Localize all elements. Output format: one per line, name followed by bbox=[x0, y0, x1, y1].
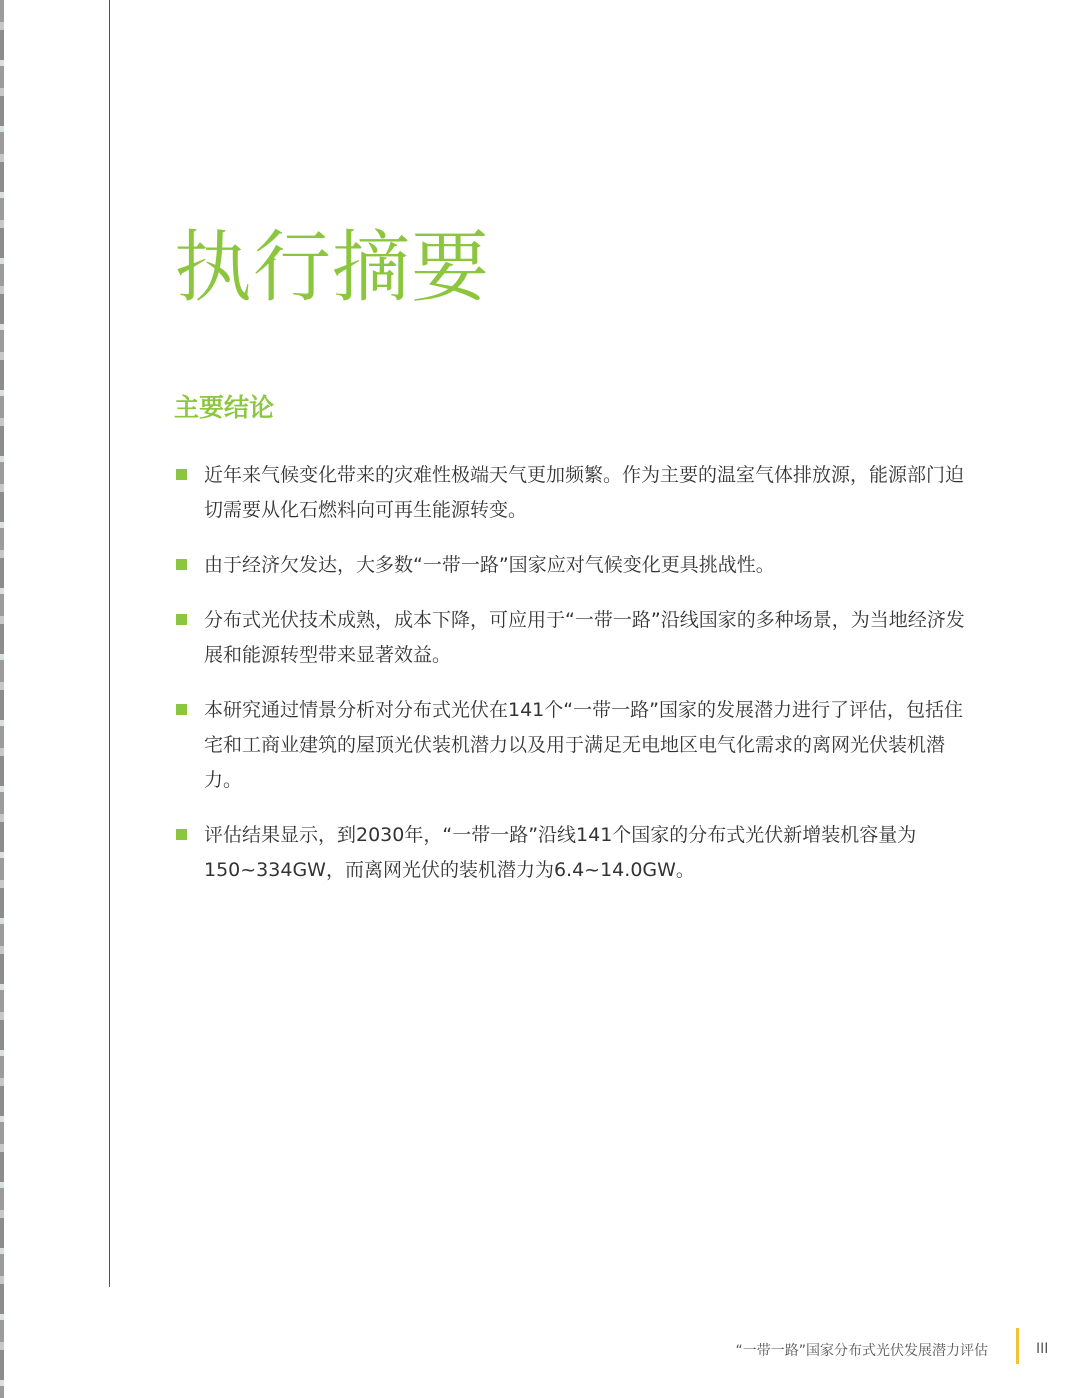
square-bullet-icon bbox=[176, 559, 187, 570]
square-bullet-icon bbox=[176, 704, 187, 715]
footer-divider-bar bbox=[1016, 1328, 1019, 1364]
finding-text: 评估结果显示，到2030年，“一带一路”沿线141个国家的分布式光伏新增装机容量为150~334GW，而离网光伏的装机潜力为6.4~14.0GW。 bbox=[204, 824, 917, 881]
list-item bbox=[174, 693, 974, 798]
findings-list bbox=[174, 458, 974, 908]
list-item bbox=[174, 458, 974, 528]
list-item bbox=[174, 603, 974, 673]
square-bullet-icon bbox=[176, 469, 187, 480]
list-item bbox=[174, 548, 974, 583]
section-heading: 主要结论 bbox=[174, 393, 275, 422]
footer-report-title: “一带一路”国家分布式光伏发展潜力评估 bbox=[735, 1343, 988, 1359]
list-item bbox=[174, 818, 974, 888]
page-title: 执行摘要 bbox=[174, 223, 491, 313]
finding-text: 分布式光伏技术成熟，成本下降，可应用于“一带一路”沿线国家的多种场景，为当地经济发展和能源转型带来显著效益。 bbox=[204, 609, 965, 666]
square-bullet-icon bbox=[176, 614, 187, 625]
finding-text: 由于经济欠发达，大多数“一带一路”国家应对气候变化更具挑战性。 bbox=[204, 554, 775, 576]
finding-text: 近年来气候变化带来的灾难性极端天气更加频繁。作为主要的温室气体排放源，能源部门迫切需要从化石燃料向可再生能源转变。 bbox=[204, 464, 965, 521]
page-edge-strip bbox=[0, 0, 4, 1398]
finding-text: 本研究通过情景分析对分布式光伏在141个“一带一路”国家的发展潜力进行了评估，包括住宅和工商业建筑的屋顶光伏装机潜力以及用于满足无电地区电气化需求的离网光伏装机潜力。 bbox=[204, 699, 963, 791]
square-bullet-icon bbox=[176, 829, 187, 840]
left-margin-rule bbox=[109, 0, 110, 1287]
page-number: III bbox=[1036, 1341, 1049, 1357]
